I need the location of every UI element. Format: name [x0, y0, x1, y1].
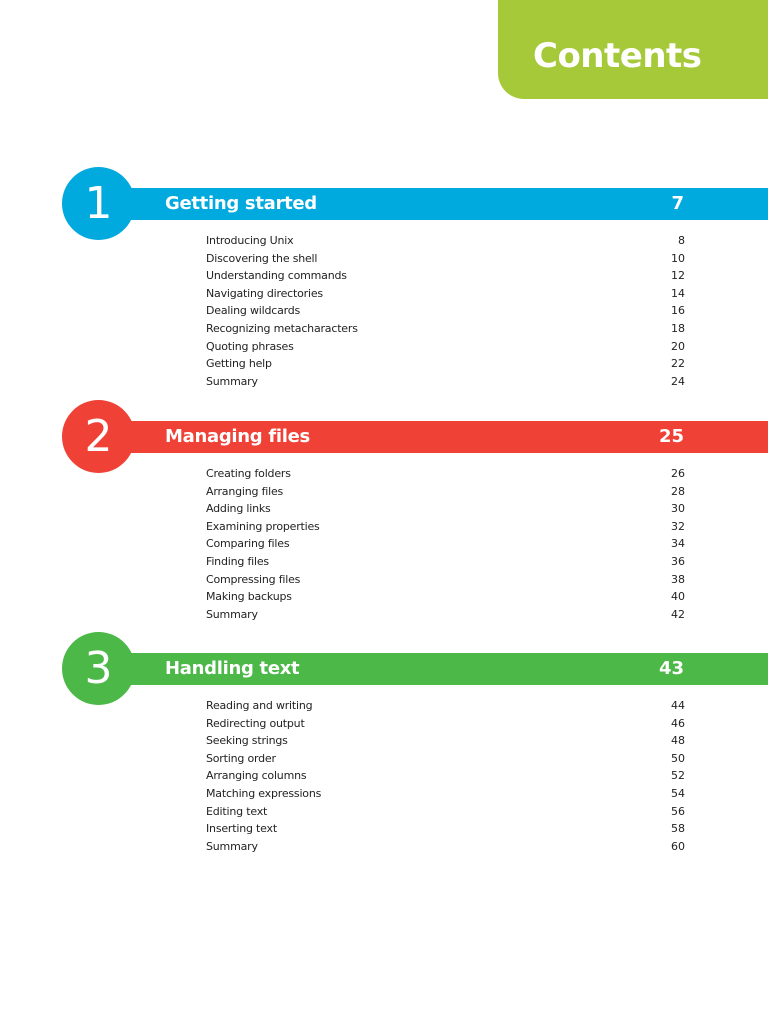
toc-entry-title: Quoting phrases: [206, 339, 294, 353]
toc-entry-page: 24: [671, 374, 685, 388]
toc-entry[interactable]: [206, 588, 685, 606]
toc-entry[interactable]: [206, 373, 685, 391]
toc-entry-title: Seeking strings: [206, 734, 288, 748]
toc-entry[interactable]: [206, 355, 685, 373]
toc-entry[interactable]: [206, 785, 685, 803]
toc-entry-page: 36: [671, 554, 685, 568]
toc-entry-page: 8: [678, 234, 685, 247]
toc-entry-page: 48: [671, 734, 685, 748]
toc-entry[interactable]: [206, 820, 685, 838]
toc-entry-title: Finding files: [206, 554, 269, 568]
chapter-number-badge: 3: [62, 632, 135, 705]
toc-entry-page: 52: [671, 769, 685, 783]
toc-entry[interactable]: [206, 250, 685, 268]
toc-entry[interactable]: [206, 535, 685, 553]
toc-entry-page: 34: [671, 537, 685, 551]
toc-entry-title: Redirecting output: [206, 716, 305, 730]
chapter-entries-list: [206, 232, 685, 390]
toc-entry[interactable]: [206, 518, 685, 536]
chapter-title[interactable]: Handling text: [165, 658, 300, 679]
toc-entry-page: 30: [671, 502, 685, 516]
toc-entry-title: Dealing wildcards: [206, 304, 301, 318]
toc-entry-page: 26: [671, 467, 685, 480]
toc-entry[interactable]: [206, 571, 685, 589]
chapter-title[interactable]: Getting started: [165, 193, 317, 214]
toc-entry-title: Examining properties: [206, 519, 320, 533]
toc-entry-title: Recognizing metacharacters: [206, 321, 358, 335]
toc-entry[interactable]: [206, 483, 685, 501]
toc-entry-title: Editing text: [206, 804, 268, 818]
chapter-page-number: 25: [658, 426, 684, 447]
toc-entry-page: 22: [671, 357, 685, 371]
toc-entry-title: Sorting order: [206, 751, 276, 765]
toc-entry[interactable]: [206, 465, 685, 483]
toc-entry[interactable]: [206, 767, 685, 785]
toc-entry-page: 28: [671, 484, 685, 498]
toc-entry[interactable]: [206, 320, 685, 338]
toc-entry-page: 58: [671, 822, 685, 836]
toc-entry[interactable]: [206, 285, 685, 303]
toc-entry[interactable]: [206, 803, 685, 821]
toc-entry-page: 46: [671, 716, 685, 730]
chapter-number-badge: 1: [62, 167, 135, 240]
chapter-entries-list: [206, 465, 685, 623]
toc-entry-title: Introducing Unix: [206, 234, 294, 247]
toc-entry[interactable]: [206, 267, 685, 285]
toc-entry-title: Getting help: [206, 357, 272, 371]
toc-entry-title: Navigating directories: [206, 286, 323, 300]
toc-entry[interactable]: [206, 338, 685, 356]
toc-entry-title: Matching expressions: [206, 786, 322, 800]
page-title: Contents: [533, 36, 702, 76]
toc-entry-page: 12: [671, 269, 685, 283]
toc-entry-title: Making backups: [206, 590, 292, 604]
toc-entry-title: Discovering the shell: [206, 251, 318, 265]
toc-entry[interactable]: [206, 750, 685, 768]
toc-entry-page: 38: [671, 572, 685, 586]
toc-entry-page: 14: [671, 286, 685, 300]
toc-entry-title: Compressing files: [206, 572, 301, 586]
toc-entry[interactable]: [206, 838, 685, 856]
toc-entry[interactable]: [206, 732, 685, 750]
toc-entry-page: 18: [671, 321, 685, 335]
toc-entry[interactable]: [206, 606, 685, 624]
toc-entry[interactable]: [206, 697, 685, 715]
toc-entry-title: Summary: [206, 607, 258, 621]
toc-entry-page: 32: [671, 519, 685, 533]
chapter-number-badge: 2: [62, 400, 135, 473]
toc-entry[interactable]: [206, 715, 685, 733]
chapter-page-number: 7: [671, 193, 684, 214]
chapter-page-number: 43: [658, 658, 684, 679]
toc-entry-title: Comparing files: [206, 537, 290, 551]
toc-entry-page: 16: [671, 304, 685, 318]
toc-entry-page: 40: [671, 590, 685, 604]
toc-entry-title: Inserting text: [206, 822, 277, 836]
toc-entry-title: Reading and writing: [206, 699, 313, 712]
toc-entry-title: Adding links: [206, 502, 271, 516]
toc-entry-title: Arranging columns: [206, 769, 307, 783]
toc-entry[interactable]: [206, 232, 685, 250]
toc-entry[interactable]: [206, 302, 685, 320]
toc-entry-page: 54: [671, 786, 685, 800]
toc-entry-page: 56: [671, 804, 685, 818]
toc-entry[interactable]: [206, 553, 685, 571]
chapter-title[interactable]: Managing files: [165, 426, 310, 447]
toc-entry-title: Summary: [206, 839, 258, 853]
toc-entry-page: 44: [671, 699, 685, 712]
toc-entry-page: 42: [671, 607, 685, 621]
toc-entry-page: 60: [671, 839, 685, 853]
toc-entry-page: 50: [671, 751, 685, 765]
toc-entry-page: 10: [671, 251, 685, 265]
toc-entry-title: Arranging files: [206, 484, 284, 498]
toc-entry[interactable]: [206, 500, 685, 518]
toc-entry-title: Creating folders: [206, 467, 291, 480]
contents-header-tab: [498, 0, 768, 99]
toc-entry-title: Understanding commands: [206, 269, 347, 283]
chapter-entries-list: [206, 697, 685, 855]
toc-entry-page: 20: [671, 339, 685, 353]
toc-entry-title: Summary: [206, 374, 258, 388]
